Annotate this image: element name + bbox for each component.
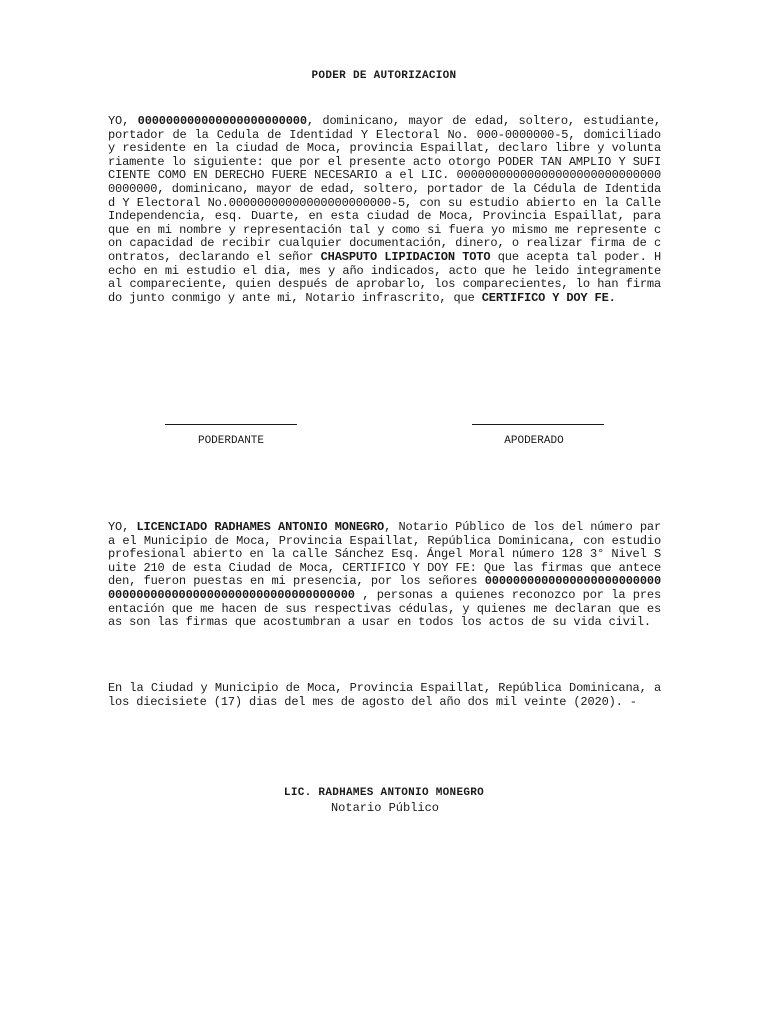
p1-text-c: que acepta tal poder. Hecho en mi estudio el dia, mes y año indicados, acto que he leido integramente al compareciente, quien después de aprobarlo, los comparecientes, lo han firmado junto conmigo y ante mi, Notario infrascrito, que <box>108 249 661 305</box>
notary-certification-paragraph <box>108 521 661 630</box>
notary-signature-title: Notario Público <box>330 801 440 815</box>
grantor-signature-label: PODERDANTE <box>197 435 264 447</box>
attorney-signature-line <box>472 424 604 425</box>
notary-signature-name: LIC. RADHAMES ANTONIO MONEGRO <box>283 787 485 799</box>
p2-text-c: , personas a quienes reconozco por la presentación que me hacen de sus respectivas cédulas, y quienes me declaran que esas son las firmas que acostumbran a usar en todos los actos de su vida civil. <box>108 587 661 630</box>
p1-text-a: YO, <box>108 114 138 128</box>
p1-text-d: . <box>608 290 616 305</box>
grantor-signature-line <box>165 424 297 425</box>
signers-names: 000000000000000000000000000000000000000000000000000000000000 <box>108 574 661 602</box>
attorney-signature-label: APODERADO <box>504 435 564 447</box>
document-title: PODER DE AUTORIZACION <box>311 70 457 82</box>
p2-text-a: YO, <box>108 520 137 534</box>
notary-full-name: LICENCIADO RADHAMES ANTONIO MONEGRO <box>136 520 385 534</box>
p2-text-b: , Notario Público de los del número para el Municipio de Moca, Provincia Espaillat, República Dominicana, con estudio profesional abierto en la calle Sánchez Esq. Ángel Moral número 128 3° Nivel Suite 210 de esta Ciudad de Moca, CERTIFICO Y DOY FE: Que las firmas que anteceden, fueron puestas en mi presencia, por los señores <box>108 520 661 589</box>
p1-text-b: , dominicano, mayor de edad, soltero, estudiante, portador de la Cedula de Identidad Y Electoral No. 000-0000000-5, domiciliado y residente en la ciudad de Moca, provincia Espaillat, declaro libre y voluntariamente lo siguiente: que por el presente acto otorgo PODER TAN AMPLIO Y SUFICIENTE COMO EN DERECHO FUERE NECESARIO a el LIC. 000000000000000000000000000000000000, dominicano, mayor de edad, soltero, portador de la Cédula de Identidad Y Electoral No.00000000000000000000000-5, con su estudio abierto en la Calle Independencia, esq. Duarte, en esta ciudad de Moca, Provincia Espaillat, para que en mi nombre y representación tal y como si fuera yo mismo me represente con capacidad de recibir cualquier documentación, dinero, o realizar firma de contratos, declarando el señor <box>108 114 661 264</box>
certify-phrase: CERTIFICO Y DOY FE <box>481 290 609 305</box>
power-of-attorney-paragraph <box>108 115 661 305</box>
grantor-name: 000000000000000000000000 <box>137 114 307 128</box>
date-place-paragraph: En la Ciudad y Municipio de Moca, Provincia Espaillat, República Dominicana, a los diecisiete (17) dias del mes de agosto del año dos mil veinte (2020). - <box>108 681 661 709</box>
attorney-name: CHASPUTO LIPIDACION TOTO <box>320 249 491 264</box>
